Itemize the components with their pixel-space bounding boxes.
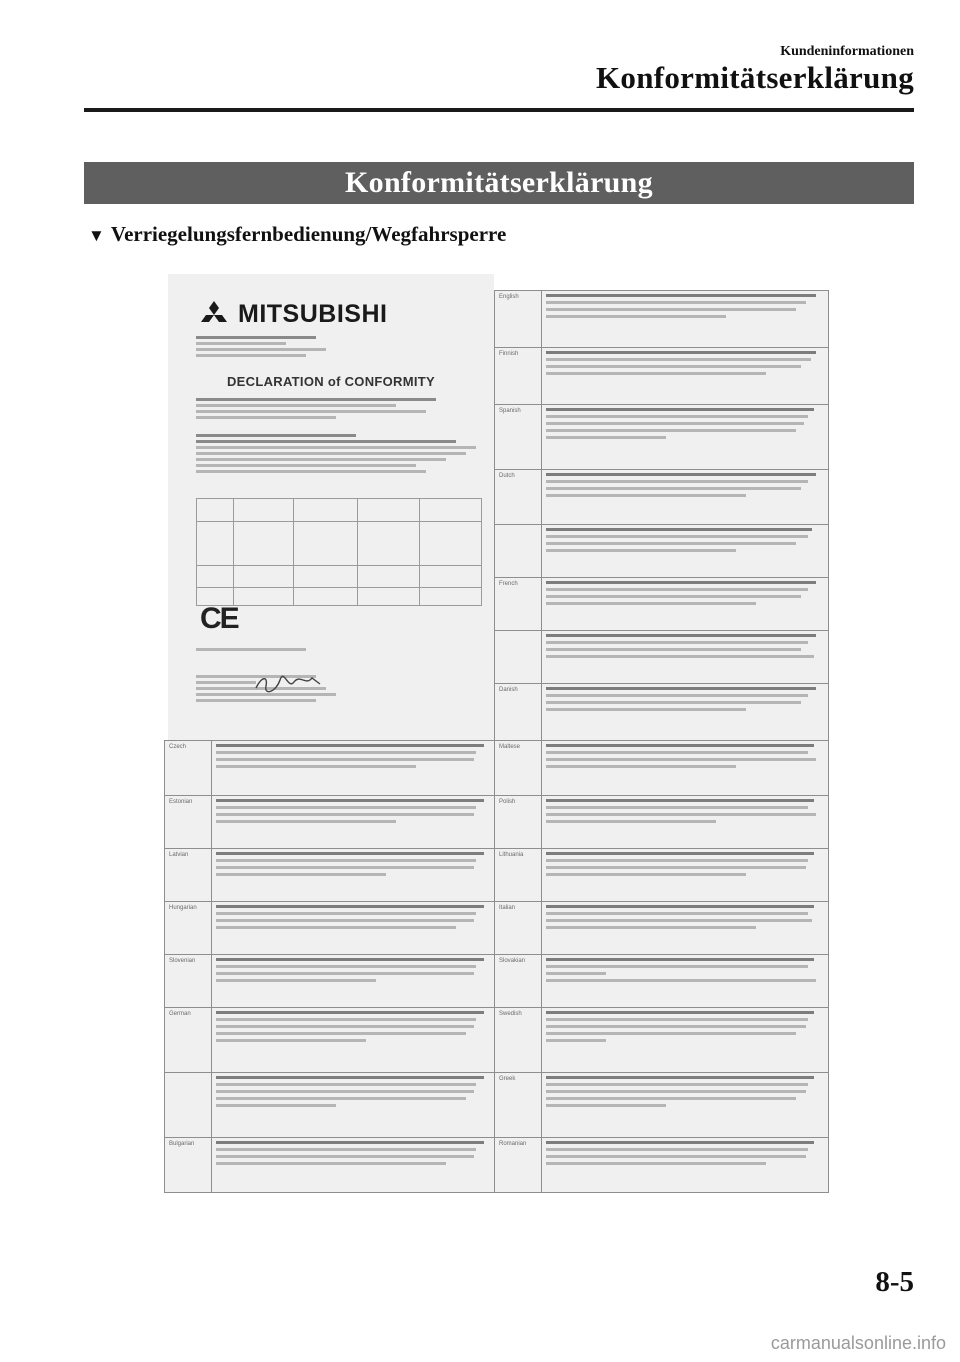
bottom-right-language-table: [494, 740, 829, 1193]
brand-name: MITSUBISHI: [238, 300, 388, 328]
language-label: [495, 525, 542, 578]
ce-mark: CE: [200, 602, 238, 635]
language-label: Slovakian: [495, 955, 542, 1008]
company-address: [196, 336, 336, 360]
right-language-table: [494, 290, 829, 745]
language-label: Dutch: [495, 470, 542, 525]
language-label: [495, 631, 542, 684]
section-banner: Konformitätserklärung: [84, 162, 914, 204]
three-diamonds-icon: [196, 301, 232, 329]
language-label: Greek: [495, 1073, 542, 1138]
standards-table: [196, 498, 482, 606]
bottom-left-language-table: [164, 740, 499, 1193]
triangle-down-icon: ▼: [88, 226, 105, 245]
page-number: 8-5: [875, 1266, 914, 1298]
language-label: English: [495, 291, 542, 348]
language-label: German: [165, 1008, 212, 1073]
page-title: Konformitätserklärung: [596, 60, 914, 95]
language-label: Danish: [495, 684, 542, 745]
language-label: Finnish: [495, 348, 542, 405]
language-label: Maltese: [495, 741, 542, 796]
declaration-letter: [168, 274, 494, 742]
language-label: [165, 1073, 212, 1138]
language-label: Polish: [495, 796, 542, 849]
subsection-heading: [88, 222, 506, 247]
section-label: Kundeninformationen: [780, 44, 914, 59]
signature-icon: [254, 672, 324, 694]
watermark: carmanualsonline.info: [770, 1333, 946, 1353]
declaration-title: DECLARATION of CONFORMITY: [226, 374, 436, 389]
language-label: Hungarian: [165, 902, 212, 955]
product-paragraph: [196, 434, 476, 476]
language-label: Czech: [165, 741, 212, 796]
subsection-title: Verriegelungsfernbedienung/Wegfahrsperre: [110, 222, 507, 246]
language-label: Swedish: [495, 1008, 542, 1073]
declaration-document-image: [152, 274, 832, 1218]
language-label: Spanish: [495, 405, 542, 470]
language-label: Romanian: [495, 1138, 542, 1193]
language-label: Estonian: [165, 796, 212, 849]
language-label: Latvian: [165, 849, 212, 902]
header-divider: [84, 108, 914, 112]
language-label: Lithuania: [495, 849, 542, 902]
language-label: French: [495, 578, 542, 631]
manufacturer-paragraph: [196, 398, 476, 422]
language-label: Bulgarian: [165, 1138, 212, 1193]
language-label: Slovenian: [165, 955, 212, 1008]
mitsubishi-logo: [196, 300, 387, 329]
date-signature-block: [196, 648, 476, 705]
language-label: Italian: [495, 902, 542, 955]
